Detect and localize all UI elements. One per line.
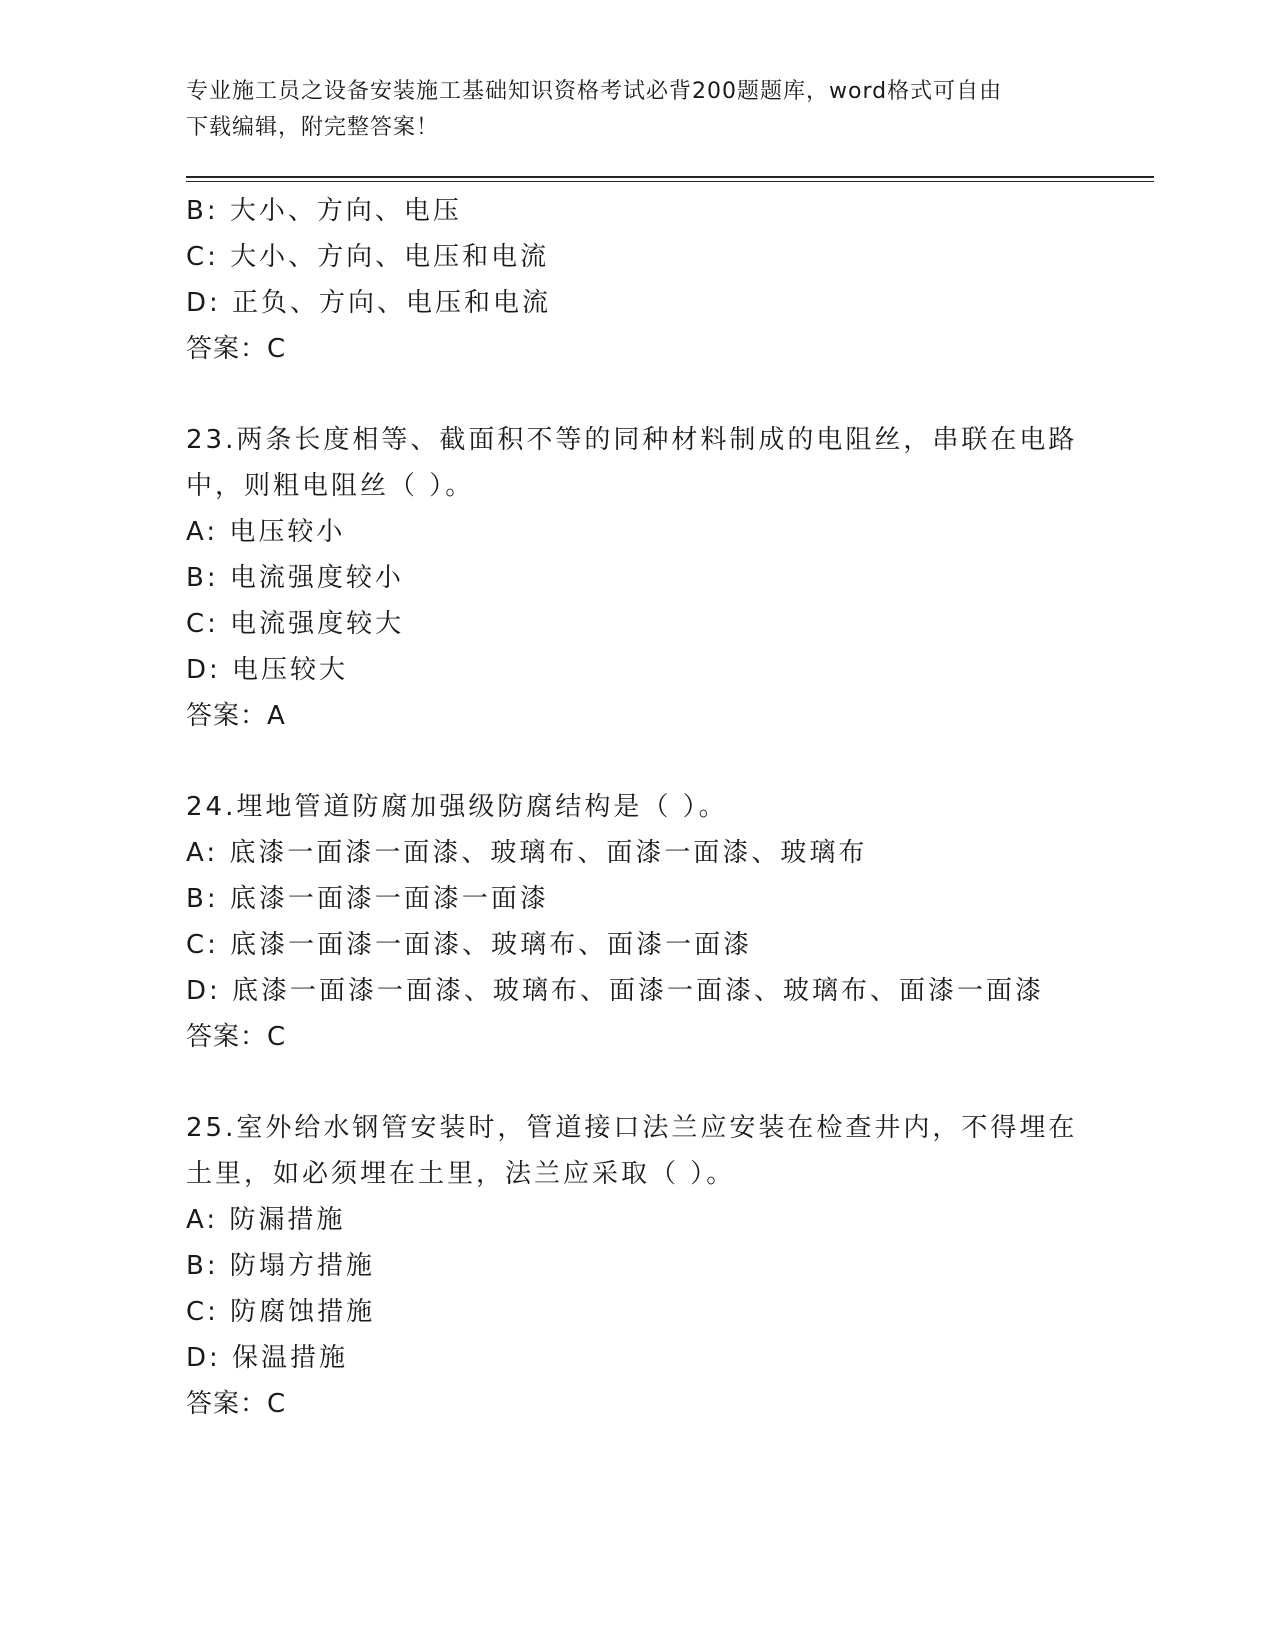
option-a: A: 防漏措施 [186, 1205, 346, 1235]
option-d: D: 正负、方向、电压和电流 [186, 288, 552, 318]
header-rule-thin [186, 181, 1154, 182]
option-b: B: 底漆一面漆一面漆一面漆 [186, 884, 549, 914]
spacer [186, 739, 1086, 784]
header-line-2: 下载编辑，附完整答案！ [186, 115, 440, 140]
answer: 答案：C [186, 1022, 287, 1052]
question-24 [186, 784, 1086, 1060]
question-list [186, 188, 1086, 1427]
question-stem: 23.两条长度相等、截面积不等的同种材料制成的电阻丝，串联在电路 [186, 425, 1078, 455]
option-c: C: 大小、方向、电压和电流 [186, 242, 550, 272]
option-d: D: 底漆一面漆一面漆、玻璃布、面漆一面漆、玻璃布、面漆一面漆 [186, 976, 1045, 1006]
option-d: D: 电压较大 [186, 655, 349, 685]
option-a: A: 电压较小 [186, 517, 346, 547]
answer: 答案：C [186, 1389, 287, 1419]
option-c: C: 底漆一面漆一面漆、玻璃布、面漆一面漆 [186, 930, 753, 960]
option-a: A: 底漆一面漆一面漆、玻璃布、面漆一面漆、玻璃布 [186, 838, 868, 868]
answer: 答案：A [186, 701, 286, 731]
header-line-1: 专业施工员之设备安装施工基础知识资格考试必背200题题库，word格式可自由 [186, 79, 1003, 104]
option-c: C: 防腐蚀措施 [186, 1297, 376, 1327]
header-rule-thick [186, 176, 1154, 178]
spacer [186, 372, 1086, 417]
answer: 答案：C [186, 334, 287, 364]
question-23 [186, 417, 1086, 739]
option-d: D: 保温措施 [186, 1343, 349, 1373]
question-stem-continued: 土里，如必须埋在土里，法兰应采取（ ）。 [186, 1159, 736, 1189]
question-25 [186, 1105, 1086, 1427]
question-stem: 25.室外给水钢管安装时，管道接口法兰应安装在检查井内，不得埋在 [186, 1113, 1078, 1143]
question-stem: 24.埋地管道防腐加强级防腐结构是（ ）。 [186, 792, 728, 822]
document-header [186, 74, 1086, 146]
option-b: B: 电流强度较小 [186, 563, 404, 593]
question-stem-continued: 中，则粗电阻丝（ ）。 [186, 471, 475, 501]
option-b: B: 大小、方向、电压 [186, 196, 462, 226]
question-22-tail [186, 188, 1086, 372]
option-b: B: 防塌方措施 [186, 1251, 375, 1281]
option-c: C: 电流强度较大 [186, 609, 405, 639]
spacer [186, 1060, 1086, 1105]
